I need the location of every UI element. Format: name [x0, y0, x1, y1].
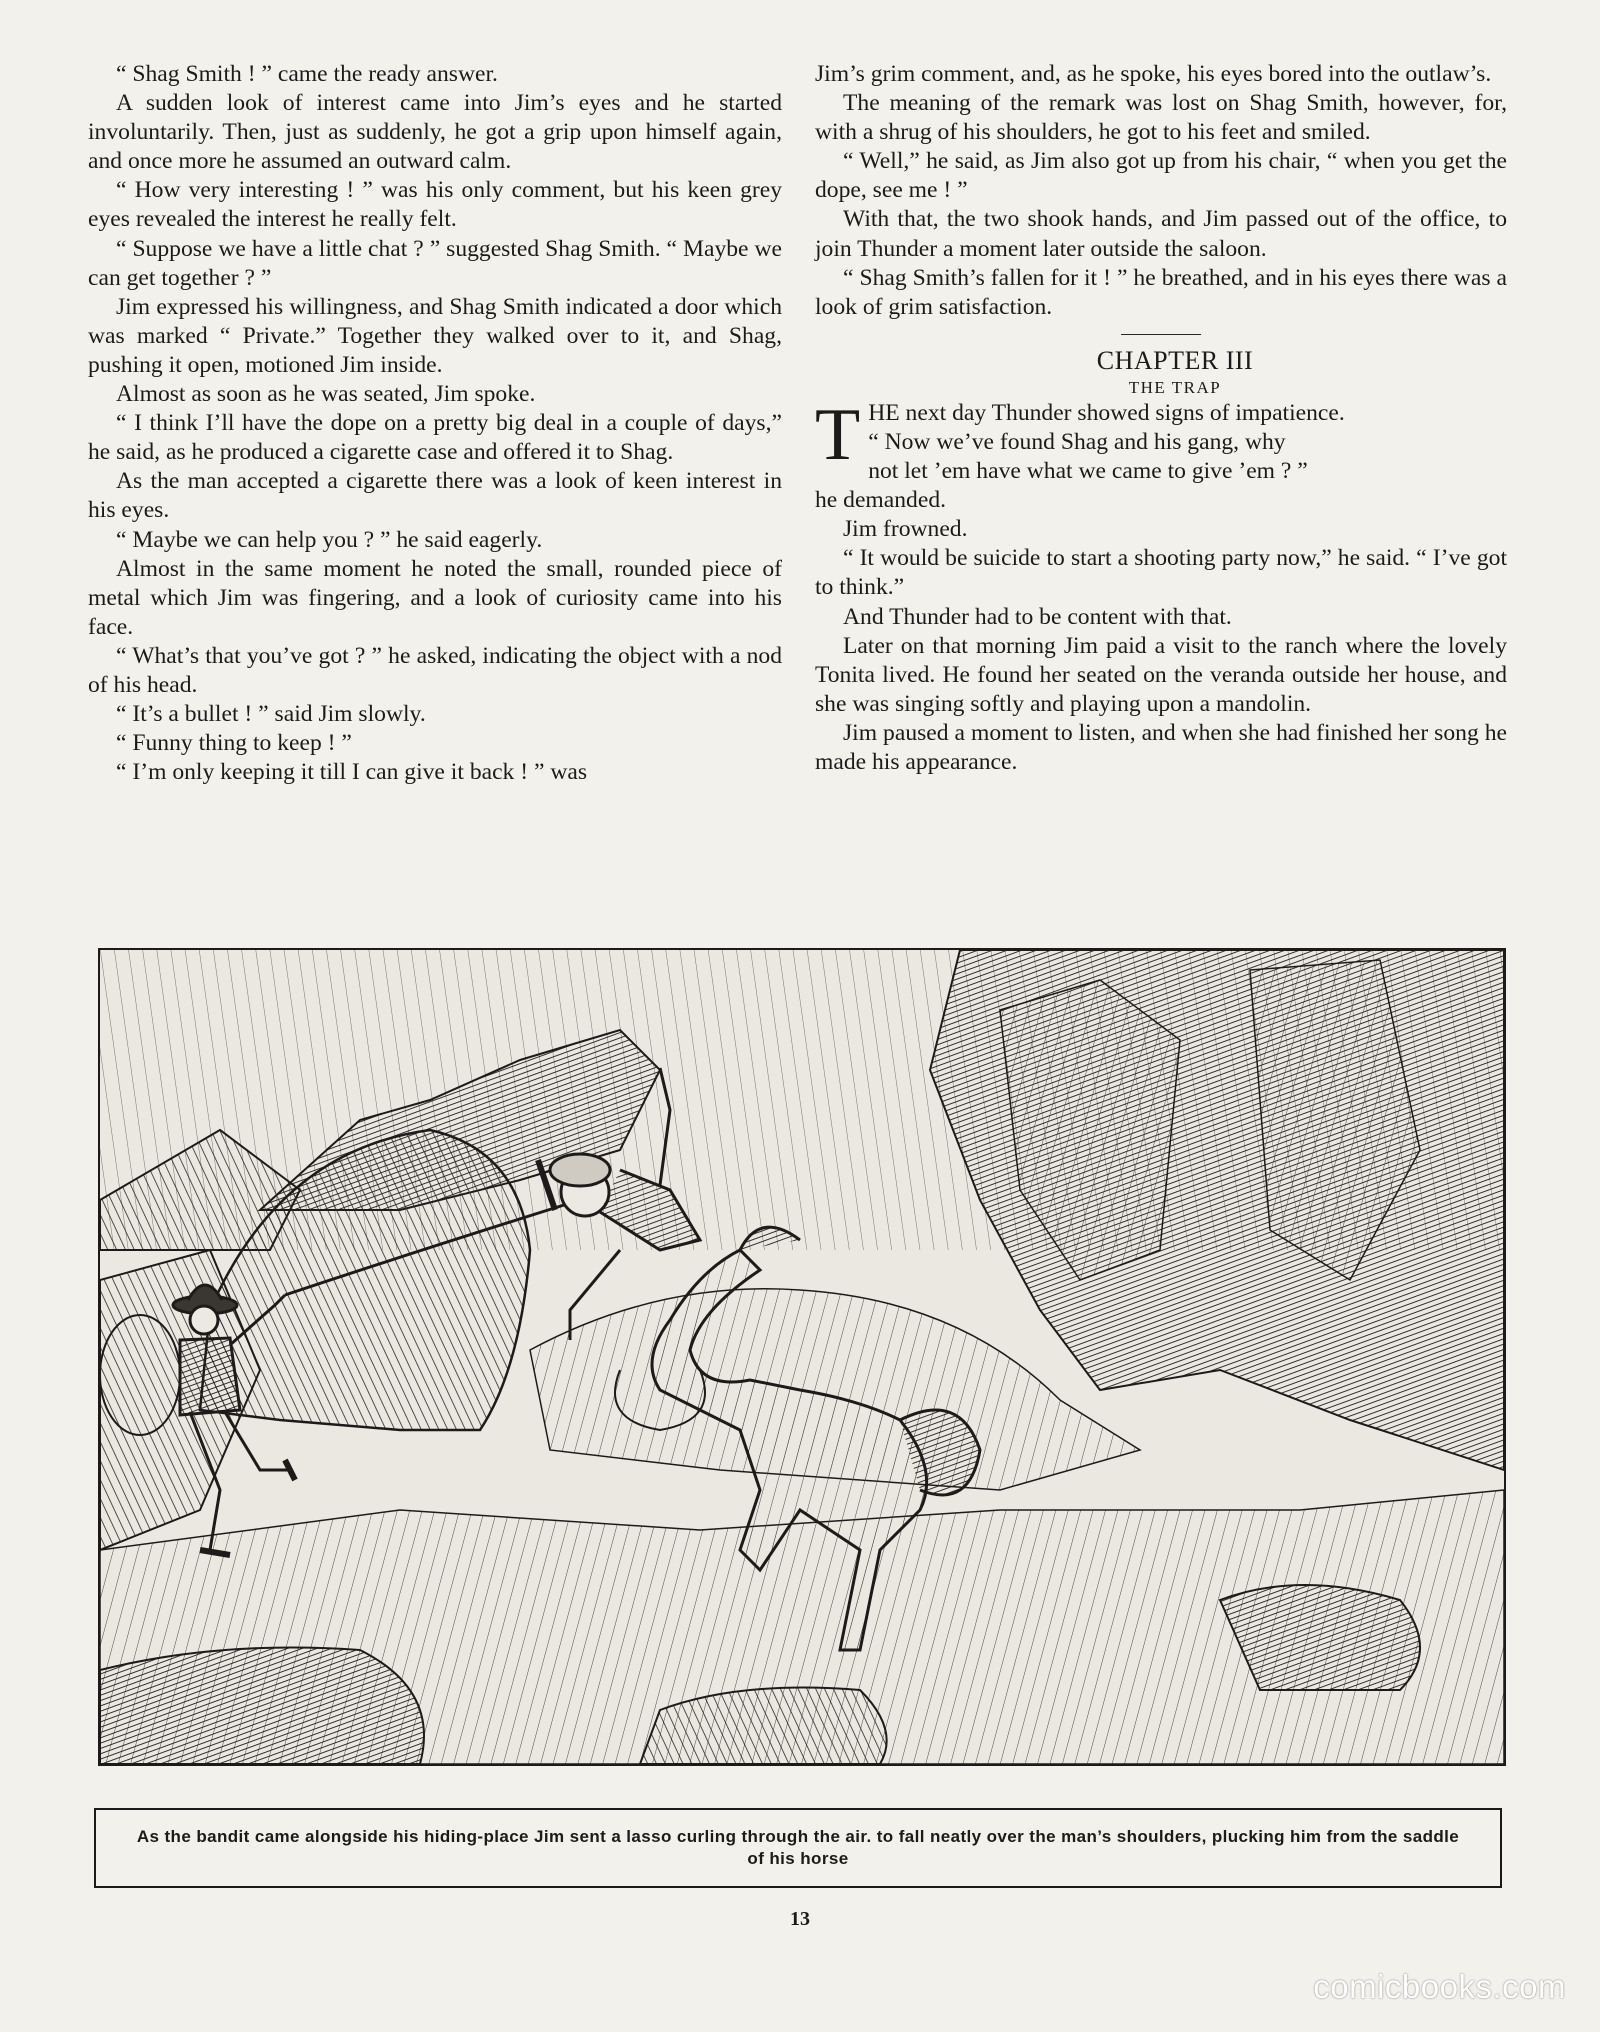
opening-line: not let ’em have what we came to give ’em ? ”: [868, 458, 1308, 485]
paragraph: As the man accepted a cigarette there was a look of keen interest in his eyes.: [88, 468, 782, 524]
paragraph: “ Funny thing to keep ! ”: [116, 730, 352, 757]
section-divider: [1121, 334, 1201, 335]
illustration-caption: As the bandit came alongside his hiding-place Jim sent a lasso curling through the air. to fall neatly over the man’s shoulders, plucking him from the saddle of his horse: [136, 1827, 1460, 1868]
paragraph: The meaning of the remark was lost on Shag Smith, however, for, with a shrug of his shoulders, he got to his feet and smiled.: [815, 90, 1507, 146]
watermark: comicbooks.com: [1313, 1968, 1566, 2005]
illustration-drawing: [100, 950, 1504, 1764]
paragraph: “ Suppose we have a little chat ? ” suggested Shag Smith. “ Maybe we can get together ? ”: [88, 235, 782, 291]
right-text-column: [815, 60, 1507, 777]
left-text-column: [88, 60, 782, 787]
paragraph: Jim’s grim comment, and, as he spoke, his eyes bored into the outlaw’s.: [815, 61, 1492, 87]
paragraph: “ What’s that you’ve got ? ” he asked, indicating the object with a nod of his head.: [88, 642, 782, 698]
paragraph: Jim paused a moment to listen, and when she had finished her song he made his appearance.: [815, 719, 1507, 775]
illustration: [98, 948, 1506, 1766]
paragraph: “ Maybe we can help you ? ” he said eagerly.: [116, 526, 543, 553]
page-number: 13: [790, 1908, 810, 1930]
paragraph: A sudden look of interest came into Jim’s eyes and he started involuntarily. Then, just as suddenly, he got a grip upon himself again, and once more he assumed an outward calm.: [88, 90, 782, 175]
paragraph: And Thunder had to be content with that.: [843, 603, 1232, 630]
opening-line: “ Now we’ve found Shag and his gang, why: [868, 428, 1286, 455]
chapter-subtitle: THE TRAP: [1128, 377, 1222, 397]
paragraph: “ How very interesting ! ” was his only comment, but his keen grey eyes revealed the interest he really felt.: [88, 177, 782, 233]
paragraph: “ Well,” he said, as Jim also got up from his chair, “ when you get the dope, see me ! ”: [815, 148, 1507, 204]
paragraph: Almost in the same moment he noted the small, rounded piece of metal which Jim was fingering, and a look of curiosity came into his face.: [88, 555, 782, 640]
paragraph: “ It would be suicide to start a shooting party now,” he said. “ I’ve got to think.”: [815, 545, 1507, 601]
opening-line: HE next day Thunder showed signs of impatience.: [868, 399, 1345, 426]
opening-line: he demanded.: [815, 487, 947, 514]
paragraph: With that, the two shook hands, and Jim passed out of the office, to join Thunder a moment later outside the saloon.: [815, 206, 1507, 262]
chapter-opening-paragraph: [815, 393, 1507, 515]
paragraph: “ I think I’ll have the dope on a pretty big deal in a couple of days,” he said, as he produced a cigarette case and offered it to Shag.: [88, 410, 782, 466]
chapter-title: CHAPTER III: [1096, 345, 1254, 375]
paragraph: Jim frowned.: [843, 516, 968, 543]
paragraph: Later on that morning Jim paid a visit to the ranch where the lovely Tonita lived. He found her seated on the veranda outside her house, and she was singing softly and playing upon a mandolin.: [815, 632, 1507, 717]
caption-box: [94, 1808, 1502, 1888]
paragraph: “ It’s a bullet ! ” said Jim slowly.: [116, 701, 426, 728]
paragraph: Jim expressed his willingness, and Shag Smith indicated a door which was marked “ Private.” Together they walked over to it, and Shag, pushing it open, motioned Jim inside.: [88, 293, 782, 378]
paragraph: Almost as soon as he was seated, Jim spoke.: [116, 381, 536, 408]
paragraph: “ Shag Smith ! ” came the ready answer.: [116, 61, 498, 87]
foreground-rock: [100, 1648, 424, 1765]
drop-cap: T: [815, 393, 861, 476]
paragraph: “ I’m only keeping it till I can give it back ! ” was: [116, 759, 588, 786]
paragraph: “ Shag Smith’s fallen for it ! ” he breathed, and in his eyes there was a look of grim satisfaction.: [815, 264, 1507, 320]
